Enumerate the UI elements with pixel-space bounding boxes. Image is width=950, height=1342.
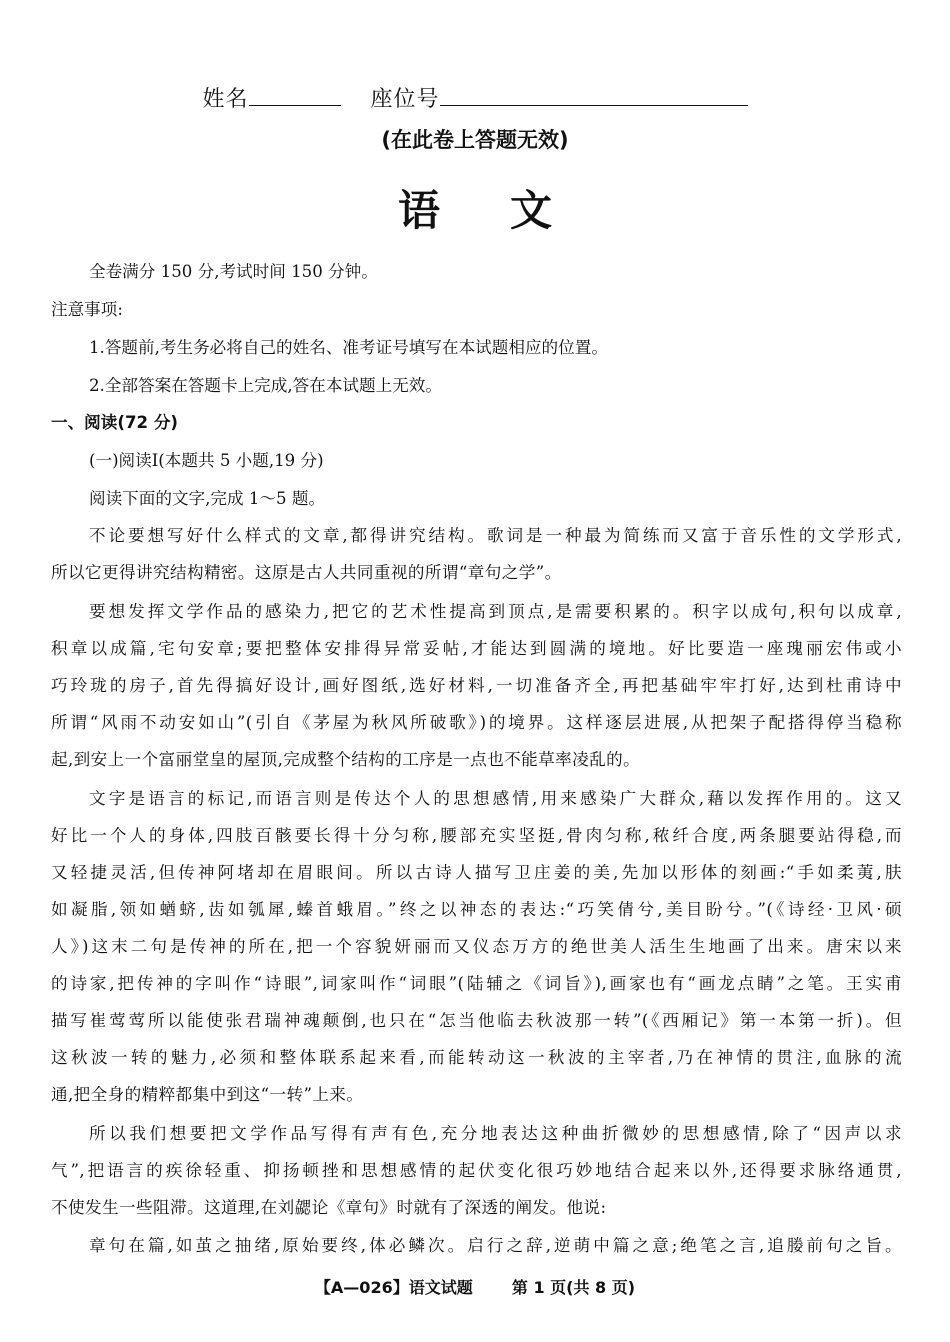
- passage-line: 所以它更得讲究结构精密。这原是古人共同重视的所谓“章句之学”。: [51, 563, 562, 582]
- candidate-info-line: [0, 82, 950, 113]
- passage-line: 不论要想写好什么样式的文章,都得讲究结构。歌词是一种最为简练而又富于音乐性的文学形式,: [89, 526, 902, 545]
- passage-line: 起,到安上一个富丽堂皇的屋顶,完成整个结构的工序是一点也不能草率凌乱的。: [51, 750, 641, 769]
- passage-line: 的诗家,把传神的字叫作“诗眼”,词家叫作“词眼”(陆辅之《词旨》),画家也有“画龙点睛”之笔。王实甫: [51, 974, 902, 993]
- exam-code: 【A—026】语文试题: [314, 1278, 473, 1297]
- score-time: 全卷满分 150 分,考试时间 150 分钟。: [89, 262, 378, 281]
- section-heading: 一、阅读(72 分): [51, 413, 179, 432]
- passage-line: 积章以成篇,宅句安章;要把整体安排得异常妥帖,才能达到圆满的境地。好比要造一座瑰丽宏伟或小: [51, 639, 902, 658]
- passage-line: 描写崔莺莺所以能使张君瑞神魂颠倒,也只在“怎当他临去秋波那一转”(《西厢记》第一本第一折)。但: [51, 1011, 902, 1030]
- seat-blank: [440, 85, 748, 106]
- passage-line: 好比一个人的身体,四肢百骸要长得十分匀称,腰部充实坚挺,骨肉匀称,秾纤合度,两条腿要站得稳,而: [51, 826, 902, 845]
- passage-line: 又轻捷灵活,但传神阿堵却在眉眼间。所以古诗人描写卫庄姜的美,先加以形体的刻画:“手如柔荑,肤: [51, 863, 902, 882]
- passage-line: 巧玲珑的房子,首先得搞好设计,画好图纸,选好材料,一切准备齐全,再把基础牢牢打好,达到杜甫诗中: [51, 676, 902, 695]
- passage-line: 通,把全身的精粹都集中到这“一转”上来。: [51, 1085, 364, 1104]
- passage-line: 人》)这末二句是传神的所在,把一个容貌妍丽而又仪态万方的绝世美人活生生地画了出来。唐宋以来: [51, 937, 902, 956]
- notes-title: 注意事项:: [51, 300, 123, 319]
- passage-line: 如凝脂,领如蝤蛴,齿如瓠犀,螓首蛾眉。”终之以神态的表达:“巧笑倩兮,美目盼兮。”(《诗经·卫风·硕: [51, 900, 902, 919]
- seat-label: 座位号: [370, 87, 440, 112]
- note-2: 2.全部答案在答题卡上完成,答在本试题上无效。: [89, 376, 442, 395]
- invalid-notice: (在此卷上答题无效): [381, 128, 569, 152]
- passage-line: 气”,把语言的疾徐轻重、抑扬顿挫和思想感情的起伏变化很巧妙地结合起来以外,还得要求脉络通贯,: [51, 1161, 902, 1180]
- instruction: 阅读下面的文字,完成 1～5 题。: [89, 489, 326, 508]
- page-number: 第 1 页(共 8 页): [511, 1278, 636, 1297]
- passage-line: 这秋波一转的魅力,必须和整体联系起来看,而能转动这一秋波的主宰者,乃在神情的贯注,血脉的流: [51, 1048, 902, 1067]
- name-label: 姓名: [202, 87, 249, 112]
- subject-title: 语文: [397, 186, 622, 235]
- note-1: 1.答题前,考生务必将自己的姓名、准考证号填写在本试题相应的位置。: [89, 338, 608, 357]
- quote-line: 章句在篇,如茧之抽绪,原始要终,体必鳞次。启行之辞,逆萌中篇之意;绝笔之言,追媵前句之旨。: [89, 1236, 902, 1255]
- passage-line: 文字是语言的标记,而语言则是传达个人的思想感情,用来感染广大群众,藉以发挥作用的。这又: [89, 789, 902, 808]
- sub-heading: (一)阅读Ⅰ(本题共 5 小题,19 分): [89, 451, 324, 470]
- page-footer: [0, 1275, 950, 1298]
- passage-line: 要想发挥文学作品的感染力,把它的艺术性提高到顶点,是需要积累的。积字以成句,积句以成章,: [89, 602, 902, 621]
- passage-line: 所谓“风雨不动安如山”(引自《茅屋为秋风所破歌》)的境界。这样逐层进展,从把架子配搭得停当稳称: [51, 713, 902, 732]
- name-blank: [249, 85, 341, 106]
- passage-line: 不使发生一些阻滞。这道理,在刘勰论《章句》时就有了深透的阐发。他说:: [51, 1198, 607, 1217]
- passage-line: 所以我们想要把文学作品写得有声有色,充分地表达这种曲折微妙的思想感情,除了“因声以求: [89, 1124, 902, 1143]
